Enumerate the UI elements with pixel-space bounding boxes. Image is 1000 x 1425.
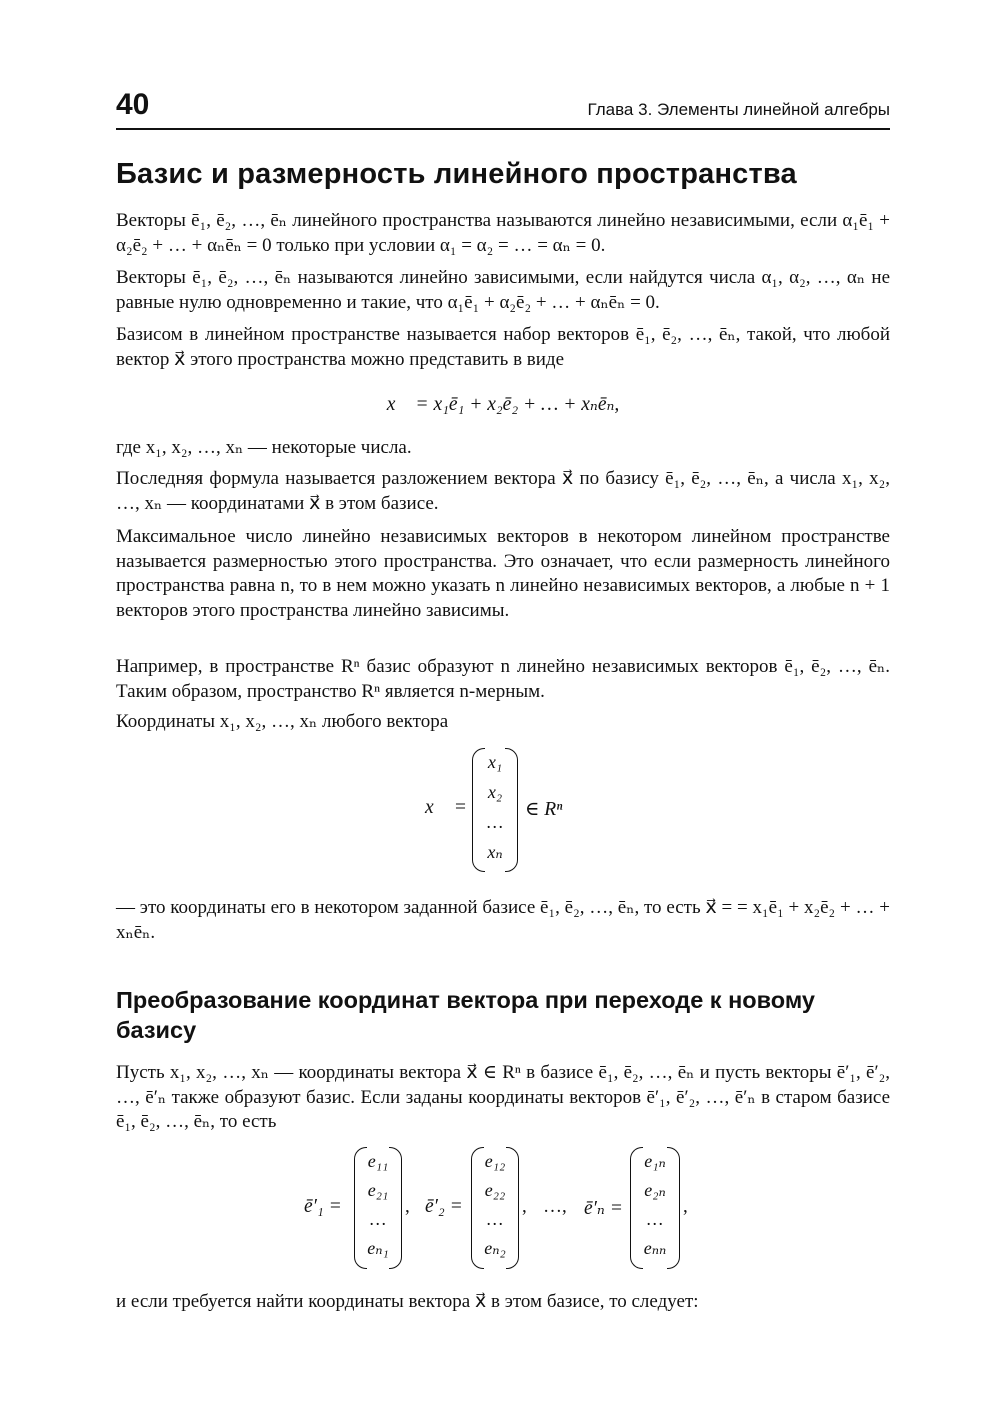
page-header xyxy=(116,88,890,130)
vector-cell: … xyxy=(646,1209,663,1229)
equation-vector-rhs: ∈ Rⁿ xyxy=(525,799,563,820)
vector-cell: eₙ₂ xyxy=(484,1238,506,1258)
running-head: Глава 3. Элементы линейной алгебры xyxy=(587,100,890,119)
paragraph-linear-independence: Векторы ē₁, ē₂, …, ēₙ линейного пространства называются линейно независимыми, если α₁ē₁ + α₂ē₂ + … + αₙēₙ = 0 только при условии α₁ = α₂ = … = αₙ = 0. xyxy=(116,210,890,256)
paragraph-find-coordinates: и если требуется найти координаты вектора x⃗ в этом базисе, то следует: xyxy=(116,1291,699,1312)
paragraph-basis-definition: Базисом в линейном пространстве называется набор векторов ē₁, ē₂, …, ēₙ, такой, что любой вектор x⃗ этого пространства можно представить в виде xyxy=(116,324,890,370)
vector-cell: eₙₙ xyxy=(643,1238,667,1258)
equation-separator: , xyxy=(405,1196,410,1217)
column-vector-en xyxy=(630,1147,680,1267)
equation-en-lhs: ē′ₙ = xyxy=(584,1198,623,1219)
vector-cell: … xyxy=(369,1209,386,1229)
equation-e1-lhs: ē′₁ = xyxy=(304,1196,342,1217)
paragraph-new-basis: Пусть x₁, x₂, …, xₙ — координаты вектора x⃗ ∈ Rⁿ в базисе ē₁, ē₂, …, ēₙ и пусть векторы ē′₁, ē′₂, …, ē′ₙ также образуют базис. Если заданы координаты векторов ē′₁, ē′₂, …, ē′ₙ в старом базисе ē₁, ē₂, …, ēₙ, то есть xyxy=(116,1062,890,1132)
vector-cell: e₂₂ xyxy=(484,1180,506,1200)
equation-end: , xyxy=(683,1196,688,1217)
paragraph-linear-dependence: Векторы ē₁, ē₂, …, ēₙ называются линейно зависимыми, если найдутся числа α₁, α₂, …, αₙ не равные нулю одновременно и такие, что α₁ē₁ + α₂ē₂ + … + αₙēₙ = 0. xyxy=(116,267,890,313)
vector-cell: e₁₂ xyxy=(484,1151,506,1171)
column-vector-e2 xyxy=(471,1147,519,1267)
vector-cell: e₁ₙ xyxy=(644,1151,666,1171)
section-title-basis: Базис и размерность линейного пространства xyxy=(116,158,797,190)
page-number: 40 xyxy=(116,88,150,121)
column-vector-x xyxy=(472,748,518,870)
vector-cell: … xyxy=(486,812,503,832)
paragraph-coordinates: Последняя формула называется разложением вектора x⃗ по базису ē₁, ē₂, …, ēₙ, а числа x₁, x₂, …, xₙ — координатами x⃗ в этом базисе. xyxy=(116,468,890,514)
equation-ellipsis: …, xyxy=(543,1196,567,1217)
vector-cell: e₂₁ xyxy=(367,1180,389,1200)
vector-cell: xₙ xyxy=(487,842,503,862)
paragraph-some-numbers: где x₁, x₂, …, xₙ — некоторые числа. xyxy=(116,437,412,458)
equation-e2-lhs: ē′₂ = xyxy=(425,1196,463,1217)
paragraph-coordinates-any-vector: Координаты x₁, x₂, …, xₙ любого вектора xyxy=(116,711,449,732)
vector-cell: x₁ xyxy=(487,752,503,772)
equation-separator: , xyxy=(522,1196,527,1217)
equation-vector-lhs: x⃗ = xyxy=(425,797,467,818)
vector-cell: x₂ xyxy=(487,782,503,802)
vector-cell: e₁₁ xyxy=(367,1151,389,1171)
paragraph-rn-example: Например, в пространстве Rⁿ базис образуют n линейно независимых векторов ē₁, ē₂, …, ēₙ. Таким образом, пространство Rⁿ является n-мерным. xyxy=(116,656,890,702)
paragraph-dimension: Максимальное число линейно независимых векторов в некотором линейном пространстве называется размерностью этого пространства. Это означает, что если размерность линейного пространства равна n, то в нем можно указать n линейно независимых векторов, а любые n + 1 векторов этого пространства линейно зависимы. xyxy=(116,526,890,621)
vector-cell: … xyxy=(486,1209,503,1229)
paragraph-coordinates-given-basis: — это координаты его в некотором заданной базисе ē₁, ē₂, …, ēₙ, то есть x⃗ = = x₁ē₁ + x₂ē₂ + … + xₙēₙ. xyxy=(116,897,890,943)
vector-cell: eₙ₁ xyxy=(367,1238,389,1258)
section-title-transformation: Преобразование координат вектора при переходе к новому базису xyxy=(116,987,815,1043)
equation-expansion: x⃗ = x₁ē₁ + x₂ē₂ + … + xₙēₙ, xyxy=(386,394,620,415)
column-vector-e1 xyxy=(354,1147,402,1267)
vector-cell: e₂ₙ xyxy=(644,1180,666,1200)
